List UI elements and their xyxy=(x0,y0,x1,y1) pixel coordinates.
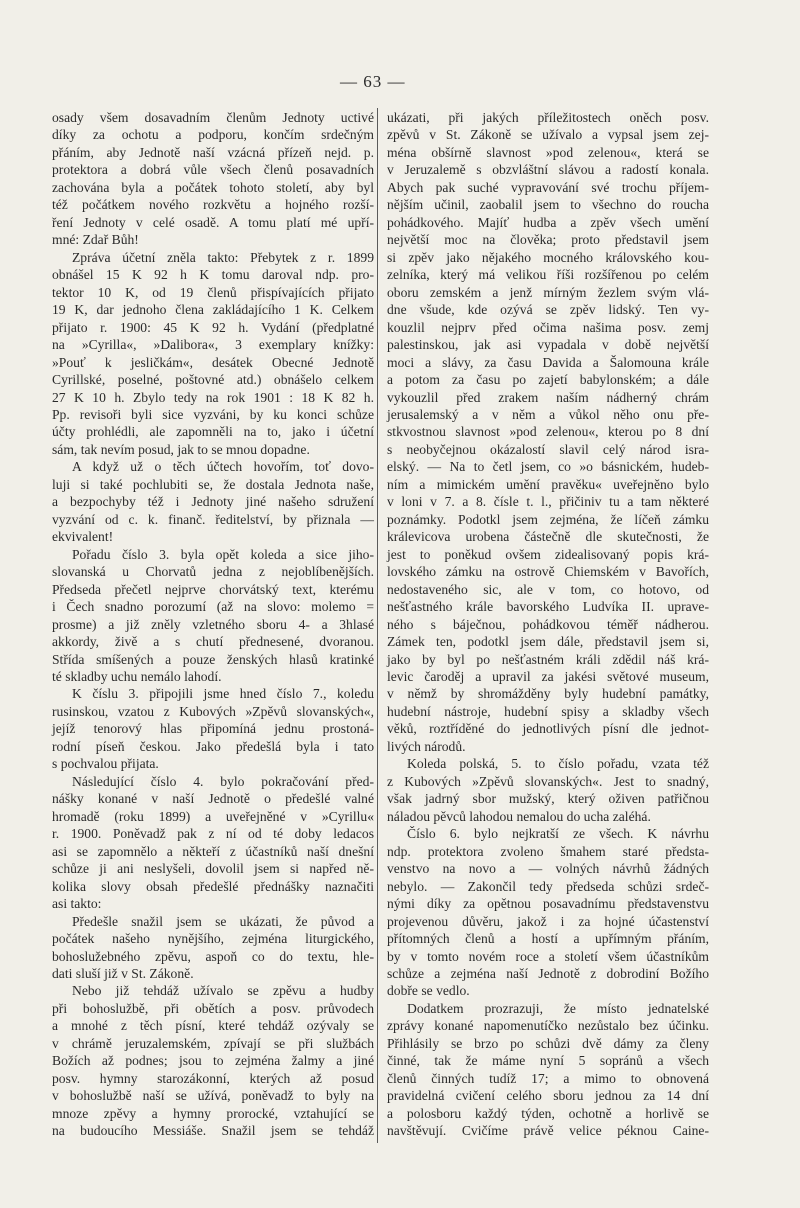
text-line: v loni v 7. a 8. čísle t. l., přičiniv tu a tam některé xyxy=(387,494,709,510)
text-line: s neobyčejnou okázalostí slavil celý národ isra- xyxy=(387,441,709,457)
text-line: Pořadu číslo 3. byla opět koleda a sice jiho- xyxy=(72,546,374,562)
text-line: a polosboru každý týden, ochotně a horlivě se xyxy=(387,1105,709,1121)
text-line: livých národů. xyxy=(387,738,466,754)
text-line: prosme) a již zněly vzletného sboru 4- a 3hlasé xyxy=(52,616,374,632)
text-line: protektora a dobrá vůle všech členů posavadních xyxy=(52,162,374,178)
text-line: tektor 10 K, od 19 členů přispívajících přijato xyxy=(52,284,374,300)
text-line: »Pouť k jesličkám«, desátek Obecné Jednotě xyxy=(52,354,374,370)
text-line: náladou pěvců lahodou nemalou do ucha zaléhá. xyxy=(387,808,651,824)
text-line: ním a mimickém umění pravěku« uveřejněno bylo xyxy=(387,476,709,492)
text-line: moci a slávy, za času Davida a Šalomouna krále xyxy=(387,354,709,370)
text-line: na budoucího Messiáše. Snažil jsem se tehdáž xyxy=(52,1123,374,1139)
text-line: zpěvů v St. Zákoně se užívalo a vypsal jsem zej- xyxy=(387,127,709,143)
text-line: venstvo na novo a — volných návrhů žádných xyxy=(387,861,709,877)
text-line: členů činných tudíž 17; a mimo to obnovená xyxy=(387,1070,709,1086)
text-line: zprávy konané napomenutíčko nezůstalo bez účinku. xyxy=(387,1018,709,1034)
text-line: v chrámě jeruzalemském, zpívají se při službách xyxy=(52,1035,374,1051)
paragraph xyxy=(387,1000,709,1140)
right-column xyxy=(387,109,709,1140)
text-line: ukázati, při jakých příležitostech oněch posv. xyxy=(387,110,709,125)
text-line: dne všude, kde ozývá se zpěv lidský. Ten vy- xyxy=(387,302,709,318)
text-line: kolika slovy obsah předešlé přednášky naznačiti xyxy=(52,878,374,894)
text-line: si zpěv jako nějakého mocného královského kou- xyxy=(387,249,709,265)
text-line: 19 K, dar jednoho člena zakládajícího 1 K. Celkem xyxy=(52,302,374,318)
text-line: té skladby uchu nemálo lahodí. xyxy=(52,669,222,684)
text-line: rusinskou, vzatou z Kubových »Zpěvů slovanských«, xyxy=(52,703,374,719)
text-line: a mnohé z těch písní, které tehdáž ozývaly se xyxy=(52,1018,374,1034)
text-line: posv. hymny starozákonní, kterých až posud xyxy=(52,1070,374,1086)
text-line: kouzlil nejprv před očima našima posv. zemj xyxy=(387,319,709,335)
text-line: v bohoslužbě naší se užívá, poněvadž to byly na xyxy=(52,1088,374,1104)
text-line: ndp. protektora zvoleno šmahem staré předsta- xyxy=(387,843,709,859)
text-line: při bohoslužbě, při obětích a posv. průvodech xyxy=(52,1000,374,1016)
text-line: levic čaroděj a upravil za jakési světové museum, xyxy=(387,669,709,684)
text-line: Koleda polská, 5. to číslo pořadu, vzata též xyxy=(407,756,709,772)
text-line: dati sluší již v St. Zákoně. xyxy=(52,965,194,981)
text-line: lovského zámku na ostrově Chiemském v Bavořích, xyxy=(387,564,709,580)
text-line: též počátkem nového rozkvětu a hojného rozší- xyxy=(52,197,374,213)
text-line: ména obšírně slavnost »pod zelenou«, která se xyxy=(387,144,709,160)
text-line: nebylo. — Zakončil tedy předseda schůzi srdeč- xyxy=(387,878,709,894)
text-line: na »Cyrilla«, »Dalibora«, 3 exemplary knížky: xyxy=(52,337,374,353)
text-line: Střída smíšených a pouze ženských hlasů kratinké xyxy=(52,651,374,667)
text-line: mné: Zdař Bůh! xyxy=(52,232,139,248)
text-line: věků, roztříděné do jednotlivých písní dle jednot- xyxy=(387,721,709,737)
text-line: K číslu 3. připojili jsme hned číslo 7., koledu xyxy=(72,686,374,702)
text-line: Číslo 6. bylo nejkratší ze všech. K návrhu xyxy=(407,826,709,842)
text-line: ného s báječnou, pohádkovou téměř nádherou. xyxy=(387,616,709,632)
text-line: vykouzlil před zrakem naším nádherný chrám xyxy=(387,389,709,405)
text-line: Přihlásily se brzo po schůzi dvě dámy za členy xyxy=(387,1035,709,1051)
text-line: Pp. revisoři byli sice vyzváni, by ku konci schůze xyxy=(52,406,374,422)
text-line: jest to poněkud ovšem zidealisovaný popis krá- xyxy=(387,546,709,562)
text-line: Nebo již tehdáž užívalo se zpěvu a hudby xyxy=(72,983,374,999)
text-line: jako by byl po nešťastném králi zdědil náš krá- xyxy=(387,651,709,667)
text-line: palestinskou, jak asi vypadala v době největší xyxy=(387,337,709,353)
text-line: v němž by shromážděny byly hudební památky, xyxy=(387,686,709,702)
text-line: nešťastného krále bavorského Ludvíka II. uprave- xyxy=(387,599,709,615)
text-line: a potom za času po zajetí babylonském; a dále xyxy=(387,372,709,388)
text-line: ekvivalent! xyxy=(52,529,114,545)
text-line: i Čech snadno porozumí (až na slovo: molemo = xyxy=(52,599,374,615)
text-line: slovanská u Chorvatů jedna z nejoblíbenějších. xyxy=(52,564,374,580)
column-divider xyxy=(377,108,378,1143)
text-line: oboru zemském a jenž mírným žezlem svým vlá- xyxy=(387,284,709,300)
text-line: pravidelná cvičení celého sboru jednou za 14 dní xyxy=(387,1088,709,1104)
text-line: Abych pak suché vypravování své trochu příjem- xyxy=(387,179,709,195)
text-line: poznámky. Podotkl jsem zejména, že líčeň zámku xyxy=(387,511,709,527)
text-line: činné, tak že máme nyní 5 sopránů a všech xyxy=(387,1053,709,1069)
text-line: přítomných členů a hostí a upřímným přáním, xyxy=(387,931,709,947)
left-column xyxy=(52,109,374,1140)
text-line: účty prohlédli, ale zapomněli na to, jako i účetní xyxy=(52,424,374,440)
text-line: hromadě (roku 1899) a uveřejněné v »Cyrillu« xyxy=(52,808,374,824)
text-line: Zámek ten, podotkl jsem dále, představil jsem si, xyxy=(387,634,709,650)
text-line: osady všem dosavadním členům Jednoty uctivé xyxy=(52,110,374,125)
text-line: Předešle snažil jsem se ukázati, že původ a xyxy=(72,913,374,929)
paragraph xyxy=(387,755,709,825)
paragraph xyxy=(52,982,374,1139)
text-line: Zpráva účetní zněla takto: Přebytek z r. 1899 xyxy=(72,249,374,265)
text-line: mnoze zpěvy a hymny prorocké, vztahující se xyxy=(52,1105,374,1121)
text-line: však jadrný sbor mužský, který oživen patřičnou xyxy=(387,791,709,807)
text-line: schůze a zejména naší Jednotě z dobrodiní Božího xyxy=(387,965,709,981)
text-line: králevicova urobena částečně dle skutečnosti, že xyxy=(387,529,709,545)
text-line: pohádkového. Majíť hudba a zpěv všech umění xyxy=(387,214,709,230)
text-line: ření Jednoty v celé osadě. A tomu platí mé upří- xyxy=(52,214,374,230)
paragraph xyxy=(52,913,374,983)
paragraph xyxy=(52,773,374,913)
text-line: hudební nástroje, hudební spisy a skladby všech xyxy=(387,703,709,719)
text-line: asi takto: xyxy=(52,896,102,912)
text-line: zelníka, který má velikou říši rozšířenou po celém xyxy=(387,267,709,283)
text-line: Cyrillské, poselné, poštovné atd.) obnášelo celkem xyxy=(52,372,374,388)
paragraph xyxy=(52,458,374,545)
text-line: přáním, aby Jednotě naší vzácná přízeň nejd. p. xyxy=(52,144,374,160)
text-line: 27 K 10 h. Zbylo tedy na rok 1901 : 18 K 82 h. xyxy=(52,389,374,405)
text-line: díky za ochotu a podporu, končím srdečným xyxy=(52,127,374,143)
paragraph xyxy=(52,109,374,249)
text-line: navštěvují. Cvičíme právě velice péknou Caine- xyxy=(387,1123,709,1139)
text-line: rodní píseň českou. Jako předešlá byla i tato xyxy=(52,738,374,754)
paragraph xyxy=(52,546,374,686)
paragraph xyxy=(387,825,709,1000)
paragraph xyxy=(52,249,374,459)
text-line: Božích až podnes; jsou to zejména žalmy a jiné xyxy=(52,1053,374,1069)
text-line: vyzvání od c. k. finanč. ředitelství, by přiznala — xyxy=(52,511,374,527)
paragraph xyxy=(387,109,709,755)
text-line: zachována byla a počátek tohoto století, aby byl xyxy=(52,179,374,195)
text-line: elský. — Na to četl jsem, co »o básnickém, hudeb- xyxy=(387,459,709,475)
text-line: r. 1900. Poněvadž pak z ní od té doby ledacos xyxy=(52,826,374,842)
text-line: jerusalemský a v něm a vůkol něho onu pře- xyxy=(387,406,709,422)
text-line: schůze ji ani neslyšeli, dovolil jsem si napřed ně- xyxy=(52,861,374,877)
text-line: přijato r. 1900: 45 K 92 h. Vydání (předplatné xyxy=(52,319,374,335)
text-line: Předseda přečetl nejprve chorvátský text, kterému xyxy=(52,581,374,597)
text-line: obnášel 15 K 92 h K tomu daroval ndp. pro- xyxy=(52,267,374,283)
text-line: počátek našeho nynějšího, zejména liturgického, xyxy=(52,931,374,947)
text-line: z Kubových »Zpěvů slovanských«. Jest to snadný, xyxy=(387,773,709,789)
paragraph xyxy=(52,685,374,772)
text-line: by v tomto novém roce a století všem účastníkům xyxy=(387,948,709,964)
text-line: dobře se vedlo. xyxy=(387,983,470,999)
text-line: stkvostnou slavnost »pod zelenou«, kterou po 8 dní xyxy=(387,424,709,440)
text-line: nedostaveného sic, ale v tom, co hotovo, od xyxy=(387,581,709,597)
text-line: akkordy, živě a s chutí přednesené, dvoranou. xyxy=(52,634,374,650)
text-line: Dodatkem prozrazuji, že místo jednatelské xyxy=(407,1000,709,1016)
text-line: s pochvalou přijata. xyxy=(52,756,159,772)
text-line: Následující číslo 4. bylo pokračování před- xyxy=(72,773,374,789)
text-line: A když už o těch účtech hovořím, toť dovo- xyxy=(72,459,374,475)
text-line: bohoslužebného zpěvu, aspoň co do textu, hle- xyxy=(52,948,374,964)
text-line: největší moc na člověka; proto představil jsem xyxy=(387,232,709,248)
text-line: v Jeruzalemě s obzvláštní slávou a radostí konala. xyxy=(387,162,709,178)
text-line: luji si také pochlubiti se, že dostala Jednota naše, xyxy=(52,476,374,492)
page-number: — 63 — xyxy=(340,72,406,91)
text-line: nými díky za opětnou posavadnímu představenstvu xyxy=(387,896,709,912)
text-line: nějším učinil, zaobalil jsem to všechno do roucha xyxy=(387,197,709,213)
text-line: asi se zapomnělo a někteří z účastníků naší dnešní xyxy=(52,843,374,859)
text-line: jejíž tenorový hlas připomíná jednu prostoná- xyxy=(52,721,374,737)
text-line: sám, tak nevím posud, jak to se mnou dopadne. xyxy=(52,441,310,457)
text-line: nášky konané v naší Jednotě o předešlé valné xyxy=(52,791,374,807)
text-line: projevenou důvěru, jakož i za hojné účastenství xyxy=(387,913,709,929)
text-line: a bezpochyby též i Jednoty jiné našeho sdružení xyxy=(52,494,374,510)
